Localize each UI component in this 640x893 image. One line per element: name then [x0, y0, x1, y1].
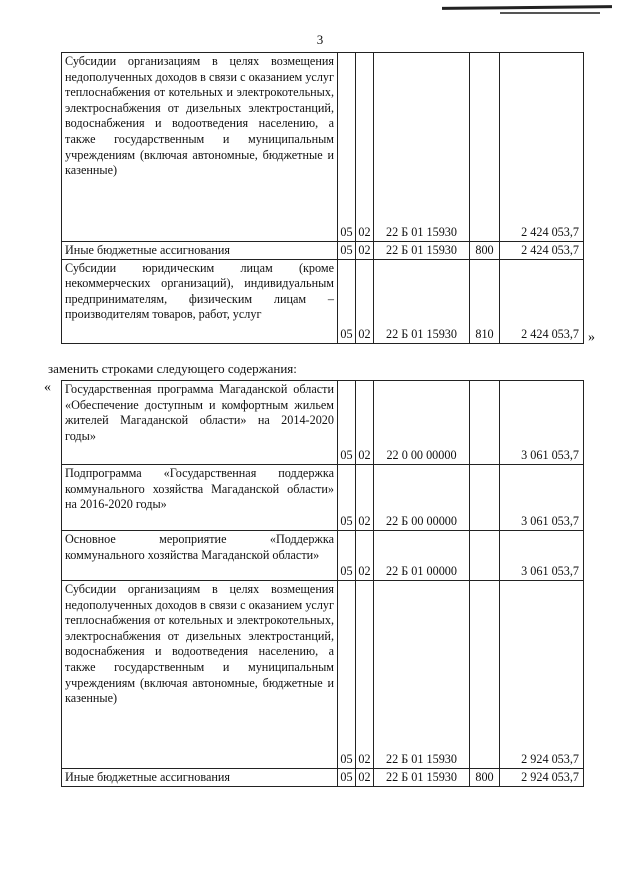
new-rows-table [61, 380, 584, 787]
section-code: 05 [338, 531, 356, 581]
table-row [62, 581, 584, 769]
expense-type-code: 800 [470, 242, 500, 260]
expense-type-code [470, 581, 500, 769]
subsection-code: 02 [356, 242, 374, 260]
row-name: Субсидии организациям в целях возмещения недополученных доходов в связи с оказанием услуг теплоснабжения от котельных и электрокотельных, электроснабжения от дизельных электростанций, водоснабжения и водоотведения населению, а также государственным и муниципальным учреждениям (включая автономные, бюджетные и казенные) [62, 53, 338, 242]
section-code: 05 [338, 581, 356, 769]
section-code: 05 [338, 53, 356, 242]
expense-type-code: 810 [470, 259, 500, 343]
opening-quote: « [44, 380, 51, 395]
table-row [62, 242, 584, 260]
subsection-code: 02 [356, 465, 374, 531]
target-article-code: 22 Б 01 15930 [374, 242, 470, 260]
old-rows-table [61, 52, 584, 344]
expense-type-code [470, 531, 500, 581]
target-article-code: 22 Б 01 15930 [374, 53, 470, 242]
target-article-code: 22 0 00 00000 [374, 381, 470, 465]
row-name: Иные бюджетные ассигнования [62, 242, 338, 260]
amount: 2 924 053,7 [500, 769, 584, 787]
table-row [62, 381, 584, 465]
table-row [62, 769, 584, 787]
subsection-code: 02 [356, 381, 374, 465]
table-row [62, 53, 584, 242]
target-article-code: 22 Б 01 15930 [374, 581, 470, 769]
target-article-code: 22 Б 01 00000 [374, 531, 470, 581]
table-row [62, 259, 584, 343]
section-code: 05 [338, 381, 356, 465]
target-article-code: 22 Б 00 00000 [374, 465, 470, 531]
closing-quote: » [588, 330, 595, 345]
expense-type-code [470, 381, 500, 465]
row-name: Государственная программа Магаданской области «Обеспечение доступным и комфортным жильем жителей Магаданской области» на 2014-2020 годы» [62, 381, 338, 465]
subsection-code: 02 [356, 259, 374, 343]
section-code: 05 [338, 259, 356, 343]
expense-type-code [470, 53, 500, 242]
amount: 3 061 053,7 [500, 381, 584, 465]
expense-type-code [470, 465, 500, 531]
row-name: Подпрограмма «Государственная поддержка коммунального хозяйства Магаданской области» на 2016-2020 годы» [62, 465, 338, 531]
target-article-code: 22 Б 01 15930 [374, 769, 470, 787]
subsection-code: 02 [356, 531, 374, 581]
amount: 2 424 053,7 [500, 242, 584, 260]
target-article-code: 22 Б 01 15930 [374, 259, 470, 343]
subsection-code: 02 [356, 581, 374, 769]
subsection-code: 02 [356, 53, 374, 242]
page-number: 3 [316, 32, 324, 47]
section-code: 05 [338, 465, 356, 531]
scan-artifact-line [442, 5, 612, 10]
amount: 3 061 053,7 [500, 465, 584, 531]
instruction-text: заменить строками следующего содержания: [48, 361, 297, 376]
row-name: Субсидии юридическим лицам (кроме некоммерческих организаций), индивидуальным предпринимателям, физическим лицам – производителям товаров, работ, услуг [62, 259, 338, 343]
scan-artifact-line [500, 12, 600, 14]
subsection-code: 02 [356, 769, 374, 787]
amount: 3 061 053,7 [500, 531, 584, 581]
amount: 2 424 053,7 [500, 53, 584, 242]
amount: 2 924 053,7 [500, 581, 584, 769]
expense-type-code: 800 [470, 769, 500, 787]
row-name: Иные бюджетные ассигнования [62, 769, 338, 787]
amount: 2 424 053,7 [500, 259, 584, 343]
table-row [62, 531, 584, 581]
row-name: Субсидии организациям в целях возмещения недополученных доходов в связи с оказанием услуг теплоснабжения от котельных и электрокотельных, электроснабжения от дизельных электростанций, водоснабжения и водоотведения населению, а также государственным и муниципальным учреждениям (включая автономные, бюджетные и казенные) [62, 581, 338, 769]
table-row [62, 465, 584, 531]
section-code: 05 [338, 769, 356, 787]
section-code: 05 [338, 242, 356, 260]
row-name: Основное мероприятие «Поддержка коммунального хозяйства Магаданской области» [62, 531, 338, 581]
